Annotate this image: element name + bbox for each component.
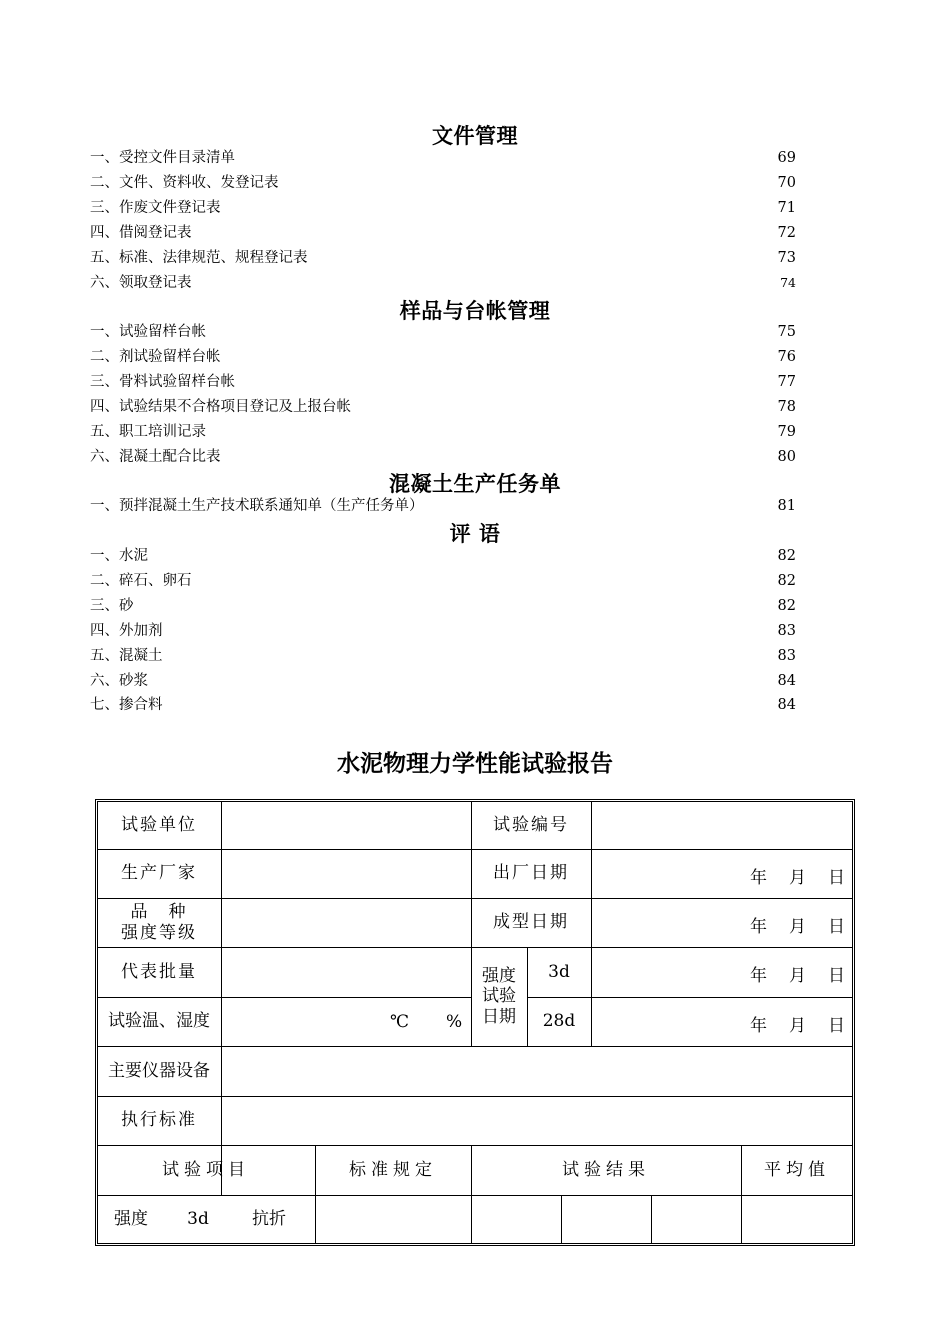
date-day: 日: [828, 966, 845, 986]
col-divider: [561, 1195, 562, 1244]
label-age-28d: 28d: [542, 1011, 576, 1032]
toc-entry-page: 77: [777, 373, 796, 390]
toc-entry-label: 四、借阅登记表: [90, 224, 192, 241]
section-title: 样品与台帐管理: [399, 298, 551, 323]
toc-entry-page: 82: [777, 548, 796, 564]
date-year: 年: [750, 966, 767, 986]
toc-entry[interactable]: [90, 197, 796, 219]
label-standard: 执行标准: [121, 1110, 197, 1131]
date-day: 日: [828, 917, 845, 937]
date-month: 月: [789, 966, 806, 986]
toc-entry-page: 75: [777, 324, 796, 340]
date-year: 年: [750, 868, 767, 888]
section-title: 文件管理: [432, 123, 518, 148]
header-average: 平均值: [764, 1159, 830, 1180]
date-day: 日: [828, 868, 845, 888]
toc-entry-page: 83: [777, 647, 796, 664]
toc-entry-label: 五、混凝土: [90, 647, 163, 664]
toc-entry-page: 72: [777, 224, 796, 241]
toc-entry[interactable]: [90, 396, 796, 418]
toc-entry[interactable]: [90, 222, 796, 244]
toc-entry-page: 84: [777, 672, 796, 689]
toc-entry-page: 69: [777, 150, 796, 166]
toc-entry[interactable]: [90, 545, 796, 567]
toc-entry-label: 六、领取登记表: [90, 274, 192, 291]
label-factory-date: 出厂日期: [493, 863, 569, 884]
header-result: 试验结果: [562, 1159, 650, 1180]
toc-entry[interactable]: [90, 495, 796, 517]
label-variety: 品 种: [130, 902, 188, 923]
label-test-no: 试验编号: [493, 814, 569, 835]
toc-entry-label: 二、剂试验留样台帐: [90, 348, 221, 365]
label-strength-test-date-line2: 试验: [482, 986, 516, 1007]
label-batch: 代表批量: [121, 961, 197, 982]
toc-entry[interactable]: [90, 346, 796, 368]
toc-entry-label: 五、标准、法律规范、规程登记表: [90, 249, 308, 266]
toc-entry-page: 83: [777, 622, 796, 639]
col-divider: [591, 801, 592, 1046]
toc-entry-label: 二、碎石、卵石: [90, 572, 192, 589]
toc-entry-label: 一、预拌混凝土生产技术联系通知单（生产任务单）: [90, 498, 424, 514]
toc-entry-label: 一、受控文件目录清单: [90, 150, 235, 166]
col-divider: [221, 801, 222, 1195]
toc-entry[interactable]: [90, 421, 796, 443]
toc-entry[interactable]: [90, 595, 796, 617]
toc-entry[interactable]: [90, 247, 796, 269]
label-equipment: 主要仪器设备: [108, 1060, 210, 1081]
toc-entry[interactable]: [90, 645, 796, 667]
date-month: 月: [789, 868, 806, 888]
label-strength: 强度: [114, 1209, 148, 1230]
toc-entry[interactable]: [90, 172, 796, 194]
toc-entry-label: 四、试验结果不合格项目登记及上报台帐: [90, 398, 351, 415]
toc-entry-label: 二、文件、资料收、发登记表: [90, 174, 279, 191]
toc-entry-label: 一、试验留样台帐: [90, 324, 206, 340]
toc-entry-page: 74: [780, 274, 796, 290]
col-divider: [651, 1195, 652, 1244]
toc-entry-page: 70: [777, 174, 796, 191]
toc-entry-label: 一、水泥: [90, 548, 148, 564]
header-spec: 标准规定: [349, 1159, 437, 1180]
toc-entry-label: 三、作废文件登记表: [90, 199, 221, 216]
section-title: 评 语: [449, 521, 501, 546]
label-manufacturer: 生产厂家: [121, 863, 197, 884]
date-month: 月: [789, 917, 806, 937]
label-strength-grade: 强度等级: [121, 922, 197, 943]
toc-entry[interactable]: [90, 446, 796, 468]
toc-entry[interactable]: [90, 321, 796, 343]
toc-entry-page: 71: [777, 199, 796, 216]
toc-entry[interactable]: [90, 147, 796, 169]
date-year: 年: [750, 917, 767, 937]
header-test-item: 试验项目: [162, 1159, 250, 1180]
section-title: 混凝土生产任务单: [389, 471, 561, 496]
toc-entry[interactable]: [90, 272, 796, 294]
report-title: 水泥物理力学性能试验报告: [337, 750, 613, 777]
toc-entry[interactable]: [90, 371, 796, 393]
date-year: 年: [750, 1016, 767, 1036]
toc-entry-page: 82: [777, 597, 796, 614]
toc-entry-label: 四、外加剂: [90, 622, 163, 639]
toc-entry-page: 84: [777, 697, 796, 714]
toc-entry[interactable]: [90, 570, 796, 592]
toc-entry[interactable]: [90, 620, 796, 642]
label-strength-test-date-line1: 强度: [482, 965, 516, 986]
label-molding-date: 成型日期: [493, 912, 569, 933]
celsius-unit: ℃: [390, 1012, 410, 1032]
label-row-3d: 3d: [187, 1209, 209, 1230]
toc-entry-page: 76: [777, 348, 796, 365]
label-variety-grade: [97, 898, 221, 947]
toc-entry[interactable]: [90, 670, 796, 692]
toc-entry[interactable]: [90, 694, 796, 716]
toc-entry-label: 五、职工培训记录: [90, 423, 206, 440]
toc-entry-label: 三、砂: [90, 597, 134, 614]
label-strength-test-date: [471, 947, 527, 1046]
toc-entry-label: 六、混凝土配合比表: [90, 448, 221, 465]
toc-entry-page: 82: [777, 572, 796, 589]
label-temp-humidity: 试验温、湿度: [108, 1011, 210, 1032]
toc-entry-label: 三、骨料试验留样台帐: [90, 373, 235, 390]
label-strength-test-date-line3: 日期: [482, 1006, 516, 1027]
label-age-3d: 3d: [548, 961, 570, 982]
label-test-unit: 试验单位: [121, 814, 197, 835]
date-day: 日: [828, 1016, 845, 1036]
toc-entry-label: 七、掺合料: [90, 697, 163, 714]
percent-unit: %: [446, 1012, 463, 1032]
toc-entry-page: 81: [777, 498, 796, 514]
toc-entry-page: 79: [777, 423, 796, 440]
toc-entry-page: 80: [777, 448, 796, 465]
toc-entry-page: 78: [777, 398, 796, 415]
toc-entry-label: 六、砂浆: [90, 672, 148, 689]
toc-entry-page: 73: [777, 249, 796, 266]
label-flexural: 抗折: [252, 1209, 286, 1230]
date-month: 月: [789, 1016, 806, 1036]
